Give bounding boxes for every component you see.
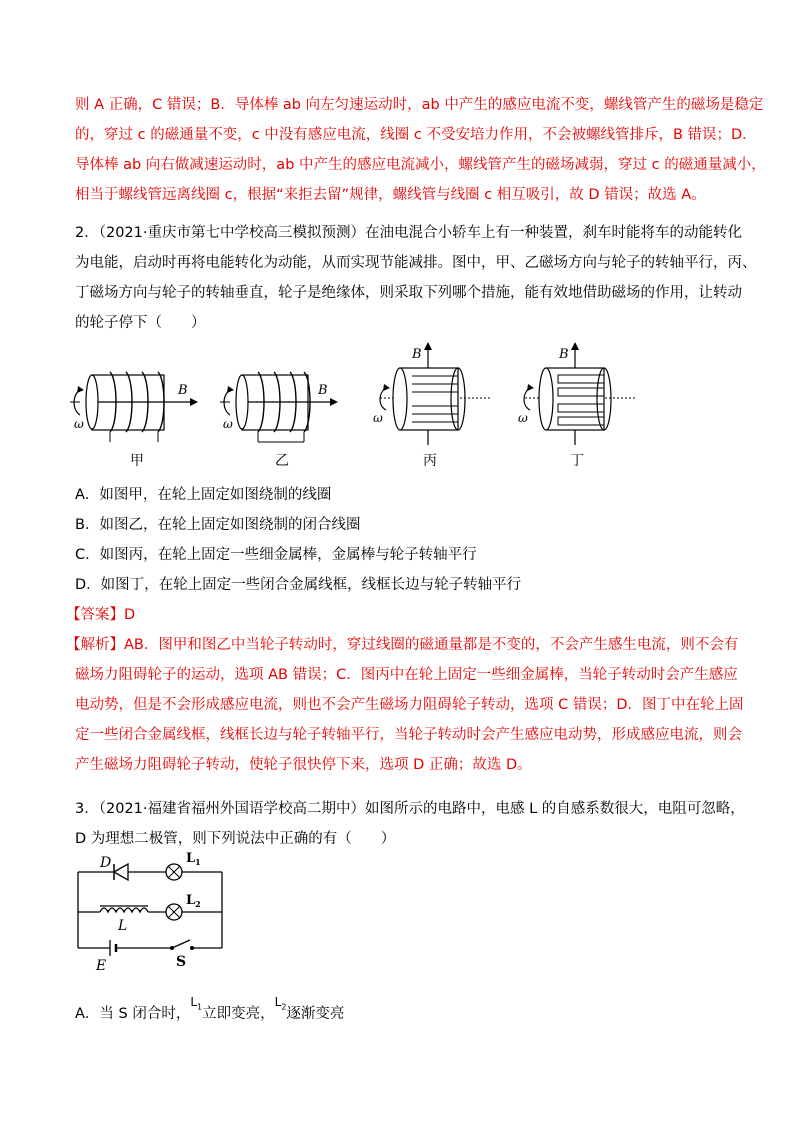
option-b: B．如图乙，在轮上固定如图绕制的闭合线圈 bbox=[75, 517, 361, 533]
inductor-symbol bbox=[100, 906, 148, 912]
answer-line bbox=[66, 603, 135, 627]
solution-line: 相当于螺线管远离线圈 c，根据“来拒去留”规律，螺线管与线圈 c 相互吸引，故 D 错误；故选 A。 bbox=[75, 187, 706, 203]
lamp-2-label: $L_2$ bbox=[186, 893, 201, 909]
question-line: D 为理想二极管，则下列说法中正确的有（ ） bbox=[75, 831, 396, 847]
figure-label-jia: 甲 bbox=[130, 453, 144, 469]
analysis-line: AB．图甲和图乙中当轮子转动时，穿过线圈的磁通量都是不变的，不会产生感生电流，则不会有 bbox=[124, 637, 739, 653]
answer-value: D bbox=[124, 607, 136, 623]
question-line: 为电能，启动时再将电能转化为动能，从而实现节能减排。图中，甲、乙磁场方向与轮子的转轴平行，丙、 bbox=[75, 255, 757, 271]
q3-option-a-suffix: 逐渐变亮 bbox=[286, 1006, 345, 1022]
field-symbol: B bbox=[178, 383, 188, 398]
diode-symbol bbox=[114, 864, 128, 880]
figure-ding bbox=[518, 342, 635, 445]
diode-label: D bbox=[100, 855, 112, 871]
solution-line: 的，穿过 c 的磁通量不变，c 中没有感应电流，线圈 c 不受安培力作用，不会被螺线管排斥，B 错误；D． bbox=[75, 127, 757, 143]
q3-option-a-prefix: A．当 S 闭合时， bbox=[75, 1006, 191, 1022]
question-line: 2．（2021·重庆市第七中学校高三模拟预测）在油电混合小轿车上有一种装置，刹车时能将车的动能转化 bbox=[75, 225, 742, 241]
field-symbol: B bbox=[318, 383, 328, 398]
omega-symbol: ω bbox=[518, 411, 528, 425]
option-a: A．如图甲，在轮上固定如图绕制的线圈 bbox=[75, 487, 332, 503]
answer-label: 【答案】 bbox=[66, 607, 124, 623]
wheel-figures bbox=[60, 340, 660, 475]
question-line: 3．（2021·福建省福州外国语学校高二期中）如图所示的电路中，电感 L 的自感系数很大，电阻可忽略， bbox=[75, 801, 745, 817]
option-d: D．如图丁，在轮上固定一些闭合金属线框，线框长边与轮子转轴平行 bbox=[75, 577, 522, 593]
analysis-label: 【解析】 bbox=[66, 637, 124, 653]
lamp-1-label: $L_1$ bbox=[186, 851, 201, 867]
analysis-line: 磁场力阻碍轮子的运动，选项 AB 错误；C．图丙中在轮上固定一些细金属棒，当轮子转动时会产生感应 bbox=[75, 667, 738, 683]
field-symbol: B bbox=[559, 347, 569, 362]
inductor-label: L bbox=[118, 918, 128, 934]
q3-option-a-l2: L2 bbox=[274, 995, 287, 1012]
solution-1-text bbox=[75, 90, 766, 210]
question-2-stem bbox=[75, 218, 757, 338]
switch-symbol bbox=[170, 940, 194, 950]
analysis-text bbox=[66, 630, 744, 780]
battery-symbol bbox=[110, 940, 116, 956]
option-c: C．如图丙，在轮上固定一些细金属棒，金属棒与轮子转轴平行 bbox=[75, 547, 477, 563]
battery-label: E bbox=[96, 958, 107, 974]
omega-symbol: ω bbox=[223, 417, 233, 431]
analysis-line: 电动势，但是不会形成感应电流，则也不会产生磁场力阻碍轮子转动，选项 C 错误；D．图丁中在轮上固 bbox=[75, 697, 744, 713]
question-3-stem bbox=[75, 794, 745, 854]
figure-label-ding: 丁 bbox=[570, 453, 584, 469]
lamp-1-symbol bbox=[166, 864, 182, 880]
figure-bing bbox=[373, 342, 490, 445]
question-line: 丁磁场方向与轮子的转轴垂直，轮子是绝缘体，则采取下列哪个措施，能有效地借助磁场的作用，让转动 bbox=[75, 285, 742, 301]
q3-option-a-mid: 立即变亮， bbox=[202, 1006, 275, 1022]
q3-option-a bbox=[75, 995, 345, 1032]
omega-symbol: ω bbox=[373, 411, 383, 425]
analysis-line: 定一些闭合金属线框，线框长边与轮子转轴平行，当轮子转动时会产生感应电动势，形成感应电流，则会 bbox=[75, 727, 742, 743]
q3-option-a-l1: L1 bbox=[190, 995, 203, 1012]
circuit-diagram bbox=[70, 850, 240, 975]
figure-label-bing: 丙 bbox=[423, 453, 437, 469]
figure-jia bbox=[70, 372, 198, 442]
lamp-2-symbol bbox=[166, 904, 182, 920]
switch-label: S bbox=[176, 954, 187, 970]
figure-yi bbox=[220, 372, 338, 442]
solution-line: 则 A 正确，C 错误；B．导体棒 ab 向左匀速运动时，ab 中产生的感应电流不变，螺线管产生的磁场是稳定 bbox=[75, 97, 764, 113]
figure-label-yi: 乙 bbox=[275, 453, 289, 469]
question-line: 的轮子停下（ ） bbox=[75, 315, 206, 331]
omega-symbol: ω bbox=[74, 417, 84, 431]
field-symbol: B bbox=[412, 347, 422, 362]
analysis-line: 产生磁场力阻碍轮子转动，使轮子很快停下来，选项 D 正确；故选 D。 bbox=[75, 757, 532, 773]
solution-line: 导体棒 ab 向右做减速运动时，ab 中产生的感应电流减小，螺线管产生的磁场减弱，穿过 c 的磁通量减小， bbox=[75, 157, 766, 173]
